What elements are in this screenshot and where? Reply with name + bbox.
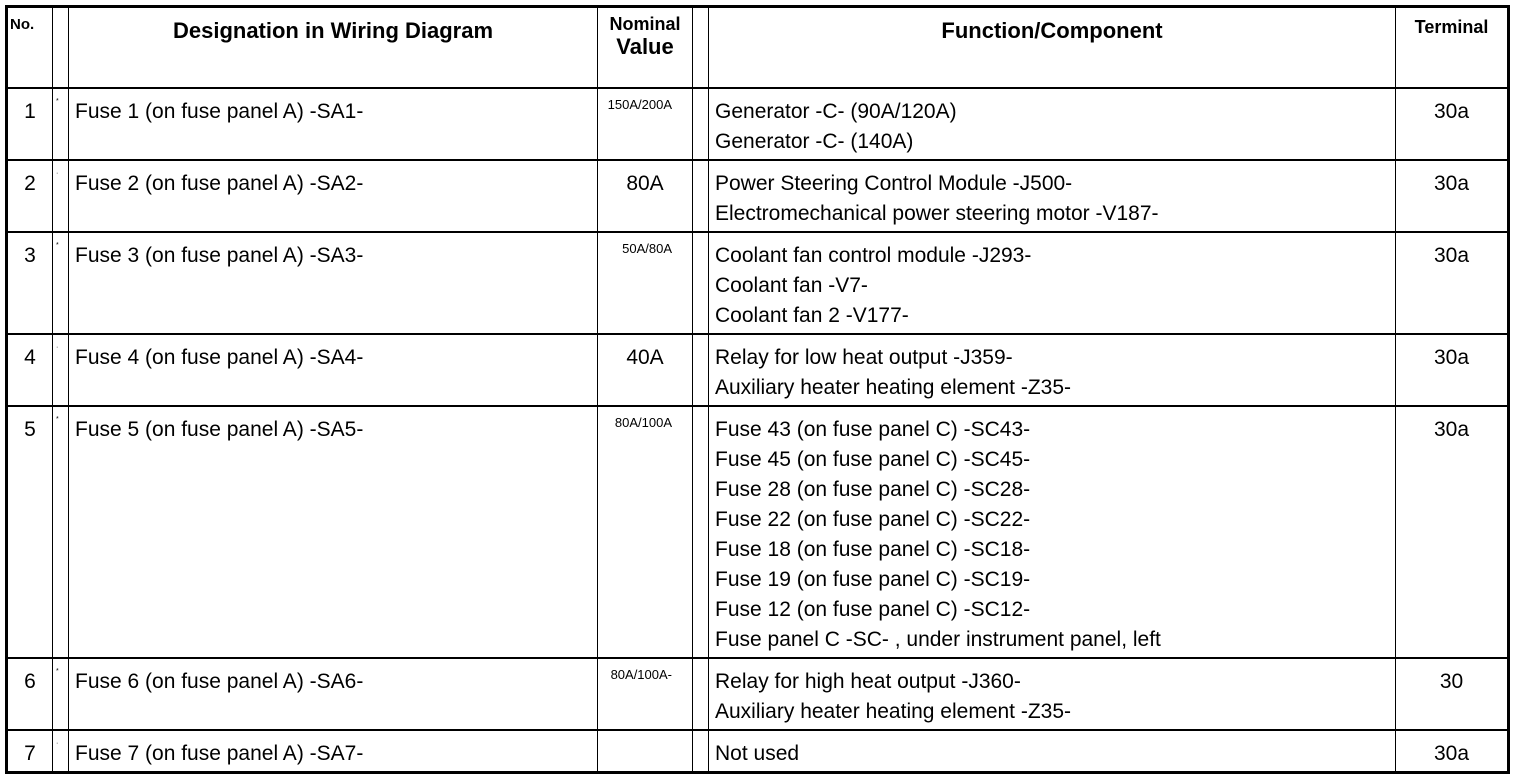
table-row (7, 232, 1509, 334)
row-terminal: 30a (1396, 232, 1509, 334)
row-nominal-value (598, 730, 693, 772)
row-nominal-value: 80A (598, 160, 693, 232)
table-row (7, 658, 1509, 730)
function-line: Generator -C- (140A) (715, 130, 914, 153)
function-line: Fuse 28 (on fuse panel C) -SC28- (715, 478, 1031, 501)
table-row (7, 88, 1509, 160)
function-line: Generator -C- (90A/120A) (715, 100, 957, 123)
row-function (709, 730, 1396, 772)
table-row (7, 730, 1509, 772)
function-line: Coolant fan -V7- (715, 274, 868, 297)
row-function (709, 658, 1396, 730)
row-designation: Fuse 4 (on fuse panel A) -SA4- (69, 334, 598, 406)
row-marker: · (53, 334, 69, 406)
header-mark2 (693, 7, 709, 89)
row-number: 5 (7, 406, 53, 658)
row-number: 6 (7, 658, 53, 730)
function-line: Fuse 19 (on fuse panel C) -SC19- (715, 568, 1031, 591)
row-terminal: 30a (1396, 334, 1509, 406)
row-divider (693, 730, 709, 772)
function-line: Relay for low heat output -J359- (715, 346, 1013, 369)
header-function: Function/Component (709, 7, 1396, 89)
row-terminal: 30 (1396, 658, 1509, 730)
table-row (7, 160, 1509, 232)
function-line: Fuse panel C -SC- , under instrument panel, left (715, 628, 1161, 651)
row-marker: * (53, 658, 69, 730)
row-nominal-value: 150A/200A (598, 88, 693, 160)
row-divider (693, 658, 709, 730)
row-designation: Fuse 2 (on fuse panel A) -SA2- (69, 160, 598, 232)
function-line: Fuse 45 (on fuse panel C) -SC45- (715, 448, 1031, 471)
row-number: 2 (7, 160, 53, 232)
row-number: 4 (7, 334, 53, 406)
function-line: Auxiliary heater heating element -Z35- (715, 376, 1072, 399)
row-function (709, 334, 1396, 406)
row-divider (693, 334, 709, 406)
header-no: No. (7, 7, 53, 89)
function-line: Fuse 12 (on fuse panel C) -SC12- (715, 598, 1031, 621)
header-mark (53, 7, 69, 89)
table-body (7, 88, 1509, 772)
function-line: Fuse 43 (on fuse panel C) -SC43- (715, 418, 1031, 441)
header-row (7, 7, 1509, 89)
row-designation: Fuse 6 (on fuse panel A) -SA6- (69, 658, 598, 730)
header-terminal: Terminal (1396, 7, 1509, 89)
function-line: Power Steering Control Module -J500- (715, 172, 1073, 195)
function-line: Electromechanical power steering motor -V187- (715, 202, 1159, 225)
row-number: 3 (7, 232, 53, 334)
row-designation: Fuse 5 (on fuse panel A) -SA5- (69, 406, 598, 658)
row-number: 1 (7, 88, 53, 160)
row-nominal-value: 40A (598, 334, 693, 406)
function-line: Coolant fan control module -J293- (715, 244, 1032, 267)
table-row (7, 334, 1509, 406)
row-divider (693, 160, 709, 232)
row-marker: · (53, 730, 69, 772)
row-marker: · (53, 160, 69, 232)
function-line: Not used (715, 742, 800, 765)
fuse-table (5, 5, 1510, 774)
row-marker: * (53, 88, 69, 160)
function-line: Relay for high heat output -J360- (715, 670, 1021, 693)
row-number: 7 (7, 730, 53, 772)
function-line: Coolant fan 2 -V177- (715, 304, 909, 327)
header-nominal-line2: Value (616, 33, 674, 59)
row-marker: * (53, 232, 69, 334)
function-line: Auxiliary heater heating element -Z35- (715, 700, 1072, 723)
function-line: Fuse 22 (on fuse panel C) -SC22- (715, 508, 1031, 531)
header-designation: Designation in Wiring Diagram (69, 7, 598, 89)
row-function (709, 88, 1396, 160)
row-marker: * (53, 406, 69, 658)
table-row (7, 406, 1509, 658)
row-nominal-value: 80A/100A- (598, 658, 693, 730)
row-terminal: 30a (1396, 88, 1509, 160)
row-function (709, 406, 1396, 658)
row-designation: Fuse 1 (on fuse panel A) -SA1- (69, 88, 598, 160)
row-function (709, 232, 1396, 334)
header-nominal-line1: Nominal (609, 14, 681, 34)
header-nominal-value (598, 7, 693, 89)
row-function (709, 160, 1396, 232)
row-designation: Fuse 7 (on fuse panel A) -SA7- (69, 730, 598, 772)
row-nominal-value: 50A/80A (598, 232, 693, 334)
row-nominal-value: 80A/100A (598, 406, 693, 658)
row-divider (693, 406, 709, 658)
function-line: Fuse 18 (on fuse panel C) -SC18- (715, 538, 1031, 561)
row-terminal: 30a (1396, 406, 1509, 658)
row-divider (693, 88, 709, 160)
row-divider (693, 232, 709, 334)
row-designation: Fuse 3 (on fuse panel A) -SA3- (69, 232, 598, 334)
row-terminal: 30a (1396, 160, 1509, 232)
row-terminal: 30a (1396, 730, 1509, 772)
